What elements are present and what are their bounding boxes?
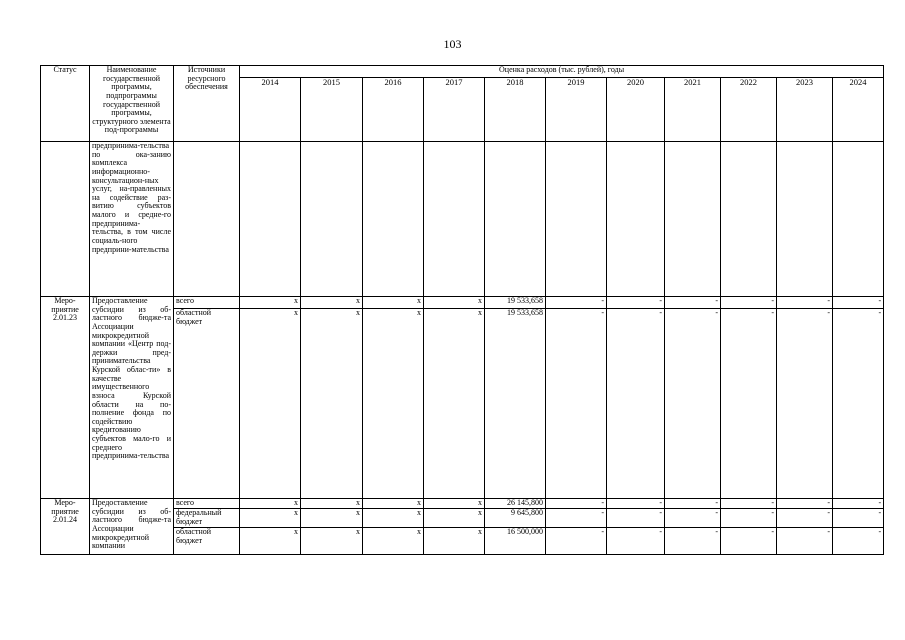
value-cell: - [721,499,777,509]
value-cell: - [546,297,607,309]
value-cell: - [777,528,833,555]
value-cell: x [301,297,363,309]
source-cell: всего [174,297,240,309]
value-cell: x [301,528,363,555]
value-cell: - [721,297,777,309]
value-cell: - [721,309,777,499]
header-year: 2024 [833,78,884,142]
value-cell: - [546,528,607,555]
value-cell: x [301,509,363,528]
status-cell: Меро-приятие 2.01.24 [41,499,90,555]
source-cell: областной бюджет [174,309,240,499]
value-cell: - [607,309,665,499]
table-row [41,142,884,297]
value-cell: x [424,528,485,555]
value-cell: x [424,297,485,309]
value-cell: x [363,297,424,309]
value-cell: - [777,297,833,309]
status-cell: Меро-приятие 2.01.23 [41,297,90,499]
value-cell: x [424,309,485,499]
header-status: Статус [41,66,90,142]
header-row [41,66,884,78]
header-year: 2020 [607,78,665,142]
value-cell: x [363,509,424,528]
value-cell: - [721,509,777,528]
value-cell: x [424,509,485,528]
value-cell: x [363,528,424,555]
value-cell: - [833,297,884,309]
source-cell [174,142,240,297]
header-year: 2023 [777,78,833,142]
value-cell: - [546,499,607,509]
value-cell: x [301,499,363,509]
value-cell: 26 145,800 [485,499,546,509]
value-cell: 9 645,800 [485,509,546,528]
header-year: 2014 [240,78,301,142]
value-cell: - [777,509,833,528]
header-estimate: Оценка расходов (тыс. рублей), годы [240,66,884,78]
status-cell [41,142,90,297]
header-year: 2019 [546,78,607,142]
description-cell: Предоставление субсидии из об-ластного бюдже-та Ассоциации микрокредитной компании [90,499,174,555]
header-name: Наименование государственной программы, подпрограммы государственной программы, структурного элемента под-программы [90,66,174,142]
value-cell: x [240,528,301,555]
value-cell: x [240,309,301,499]
value-cell: 16 500,000 [485,528,546,555]
value-cell: - [665,499,721,509]
table-row [41,297,884,309]
value-cell: - [665,528,721,555]
value-cell: x [363,309,424,499]
header-year: 2016 [363,78,424,142]
header-year: 2021 [665,78,721,142]
value-cell: - [833,509,884,528]
value-cell: x [240,509,301,528]
value-cell: x [240,499,301,509]
value-cell: - [721,528,777,555]
value-cell: - [833,309,884,499]
page-number: 103 [443,37,462,51]
value-cell: - [607,499,665,509]
value-cell: x [363,499,424,509]
header-sources: Источники ресурсного обеспечения [174,66,240,142]
value-cell: - [607,509,665,528]
value-cell: - [665,297,721,309]
header-year: 2017 [424,78,485,142]
header-year: 2022 [721,78,777,142]
expenditure-table [40,65,884,555]
value-cell: - [546,309,607,499]
value-cell: - [777,309,833,499]
header-year: 2018 [485,78,546,142]
value-cell: - [665,309,721,499]
value-cell: - [607,297,665,309]
value-cell: x [301,309,363,499]
description-cell: Предоставление субсидии из об-ластного бюдже-та Ассоциации микрокредитной компании «Центр под-держки пред-принимательства Курской облас-ти» в качестве имущественного взноса Курской области на по-полнение фонда по содействию кредитованию субъектов мало-го и среднего предпринима-тельства [90,297,174,499]
value-cell: x [424,499,485,509]
value-cell: 19 533,658 [485,297,546,309]
value-cell: - [777,499,833,509]
description-cell: предпринима-тельства по ока-занию комплекса информационно-консультацион-ных услуг, на-правленных на содействие раз-витию субъектов малого и средне-го предпринима-тельства, в том числе социаль-ного предприни-мательства [90,142,174,297]
value-cell: - [665,509,721,528]
table-row [41,499,884,509]
source-cell: всего [174,499,240,509]
source-cell: федеральный бюджет [174,509,240,528]
value-cell: - [833,499,884,509]
value-cell: - [546,509,607,528]
value-cell: - [607,528,665,555]
header-year: 2015 [301,78,363,142]
value-cell: x [240,297,301,309]
value-cell: - [833,528,884,555]
value-cell: 19 533,658 [485,309,546,499]
source-cell: областной бюджет [174,528,240,555]
